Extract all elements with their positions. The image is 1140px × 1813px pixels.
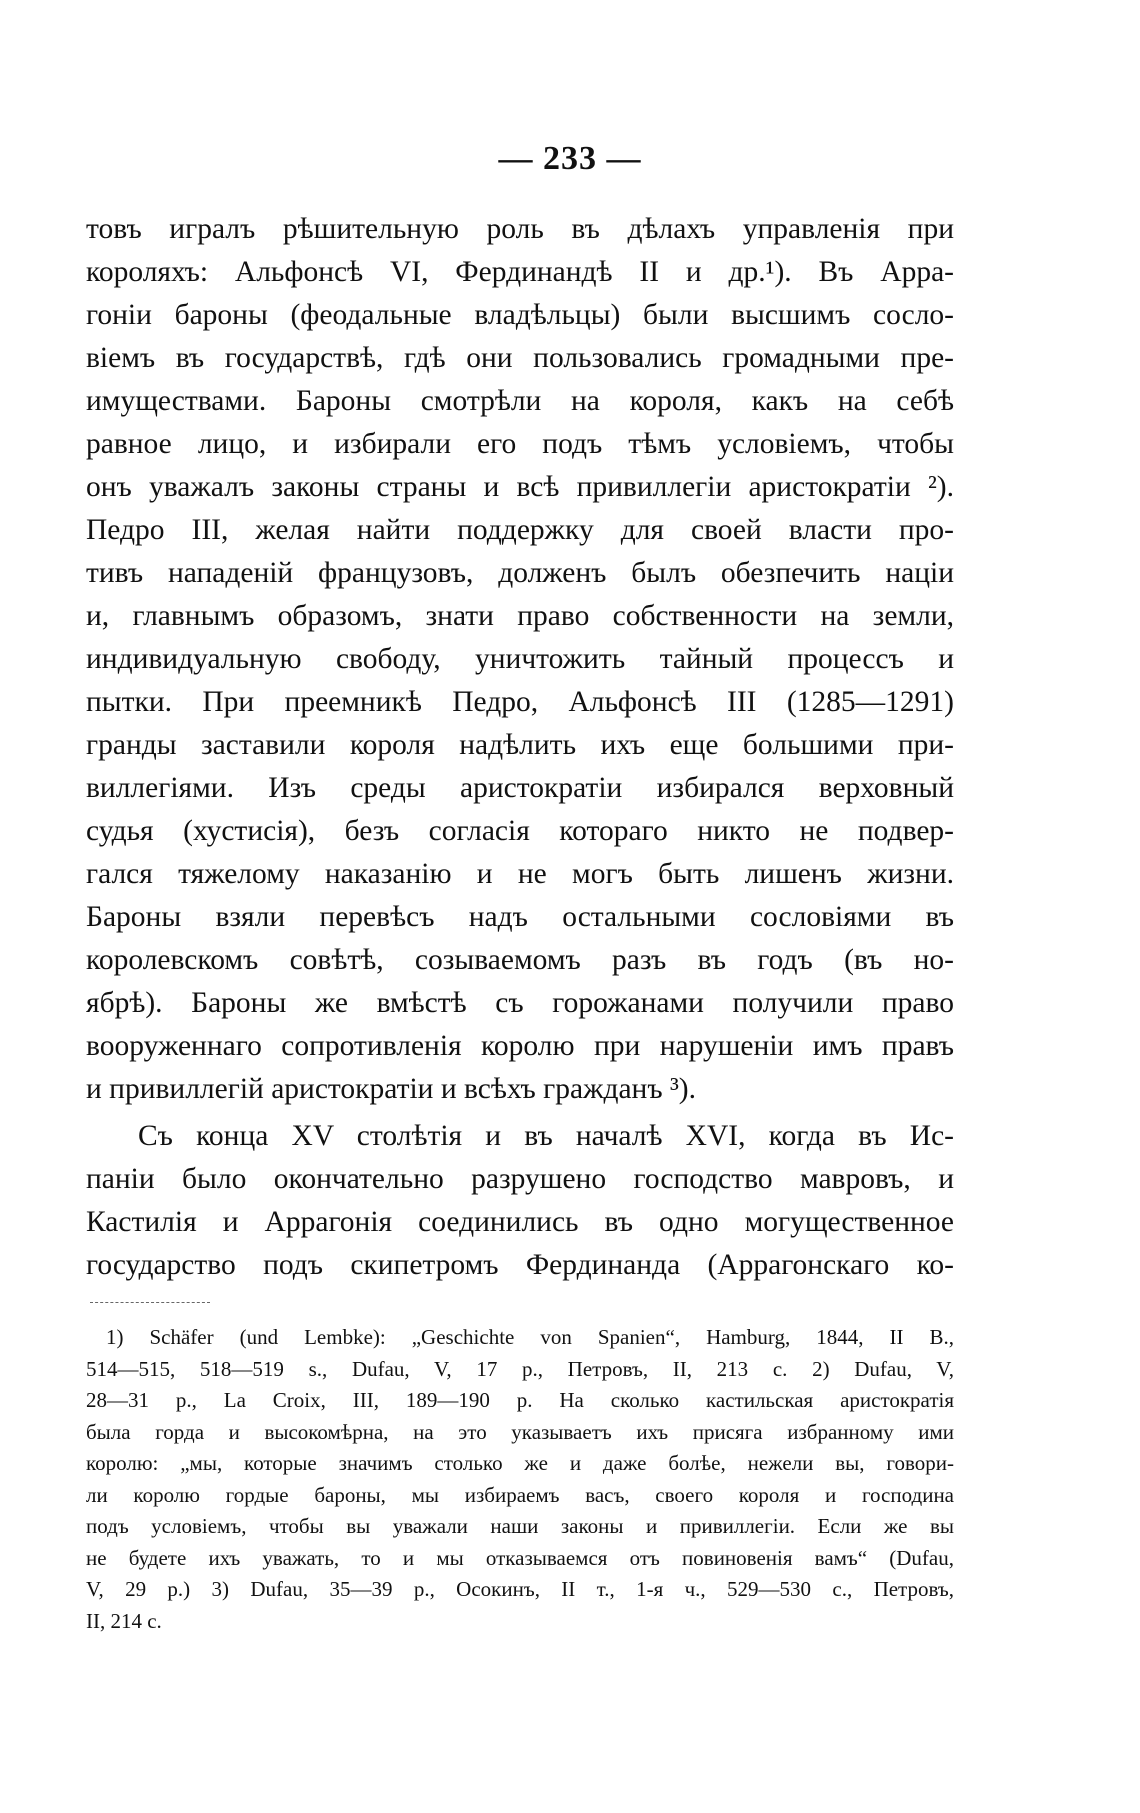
body-line: віемъ въ государствѣ, гдѣ они пользовались громадными пре- xyxy=(86,342,954,374)
footnote-line: 28—31 p., La Croix, III, 189—190 p. На сколько кастильская аристократія xyxy=(86,1388,954,1412)
footnote-line: 1) Schäfer (und Lembke): „Geschichte von Spanien“, Hamburg, 1844, II B., xyxy=(106,1325,954,1349)
footnote-line: V, 29 p.) 3) Dufau, 35—39 p., Осокинъ, II т., 1-я ч., 529—530 с., Петровъ, xyxy=(86,1577,954,1601)
footnote-line: королю: „мы, которые значимъ столько же и даже болѣе, нежели вы, говори- xyxy=(86,1451,954,1475)
body-line: паніи было окончательно разрушено господство мавровъ, и xyxy=(86,1163,954,1195)
body-line: Бароны взяли перевѣсъ надъ остальными сословіями въ xyxy=(86,901,954,933)
body-line: ябрѣ). Бароны же вмѣстѣ съ горожанами получили право xyxy=(86,987,954,1019)
body-line: судья (хустисія), безъ согласія котораго никто не подвер- xyxy=(86,815,954,847)
footnote-line: не будете ихъ уважать, то и мы отказываемся отъ повиновенія вамъ“ (Dufau, xyxy=(86,1545,954,1570)
footnote-line: подъ условіемъ, чтобы вы уважали наши законы и привиллегіи. Если же вы xyxy=(86,1514,954,1538)
body-line: и, главнымъ образомъ, знати право собственности на земли, xyxy=(86,600,954,632)
body-line: тивъ нападеній французовъ, долженъ былъ обезпечить націи xyxy=(86,557,954,589)
footnote-divider xyxy=(90,1302,210,1303)
body-text xyxy=(86,208,954,1287)
body-line: онъ уважалъ законы страны и всѣ привиллегіи аристократіи ²). xyxy=(86,471,954,503)
body-line: государство подъ скипетромъ Фердинанда (Аррагонскаго ко- xyxy=(86,1249,954,1281)
body-line: пытки. При преемникѣ Педро, Альфонсѣ III (1285—1291) xyxy=(86,686,954,718)
body-line: и привиллегій аристократіи и всѣхъ гражданъ ³). xyxy=(86,1073,697,1105)
body-line: королевскомъ совѣтѣ, созываемомъ разъ въ годъ (въ но- xyxy=(86,944,954,976)
body-line: товъ игралъ рѣшительную роль въ дѣлахъ управленія при xyxy=(86,213,954,245)
body-line: индивидуальную свободу, уничтожить тайный процессъ и xyxy=(86,643,954,675)
body-line: имуществами. Бароны смотрѣли на короля, какъ на себѣ xyxy=(86,385,954,417)
body-line: гоніи бароны (феодальные владѣльцы) были высшимъ сосло- xyxy=(86,299,954,331)
body-line: короляхъ: Альфонсѣ VI, Фердинандѣ II и др.¹). Въ Арра- xyxy=(86,256,954,288)
paragraph-start-line: Съ конца XV столѣтія и въ началѣ XVI, когда въ Ис- xyxy=(138,1120,954,1152)
body-line: гался тяжелому наказанію и не могъ быть лишенъ жизни. xyxy=(86,858,954,890)
body-line: Педро III, желая найти поддержку для своей власти про- xyxy=(86,514,954,546)
footnote-line: была горда и высокомѣрна, на это указываетъ ихъ присяга избранному ими xyxy=(86,1419,954,1444)
body-line: Кастилія и Аррагонія соединились въ одно могущественное xyxy=(86,1206,954,1238)
footnote-line: II, 214 с. xyxy=(86,1608,162,1633)
body-line: виллегіями. Изъ среды аристократіи избирался верховный xyxy=(86,772,954,804)
body-line: равное лицо, и избирали его подъ тѣмъ условіемъ, чтобы xyxy=(86,428,954,460)
footnote-line: 514—515, 518—519 s., Dufau, V, 17 p., Петровъ, II, 213 c. 2) Dufau, V, xyxy=(86,1356,954,1381)
footnotes xyxy=(86,1322,954,1637)
body-line: гранды заставили короля надѣлить ихъ еще большими при- xyxy=(86,729,954,761)
footnote-line: ли королю гордые бароны, мы избираемъ васъ, своего короля и господина xyxy=(86,1482,954,1507)
page-number: — 233 — xyxy=(498,140,642,177)
body-line: вооруженнаго сопротивленія королю при нарушеніи имъ правъ xyxy=(86,1030,954,1062)
